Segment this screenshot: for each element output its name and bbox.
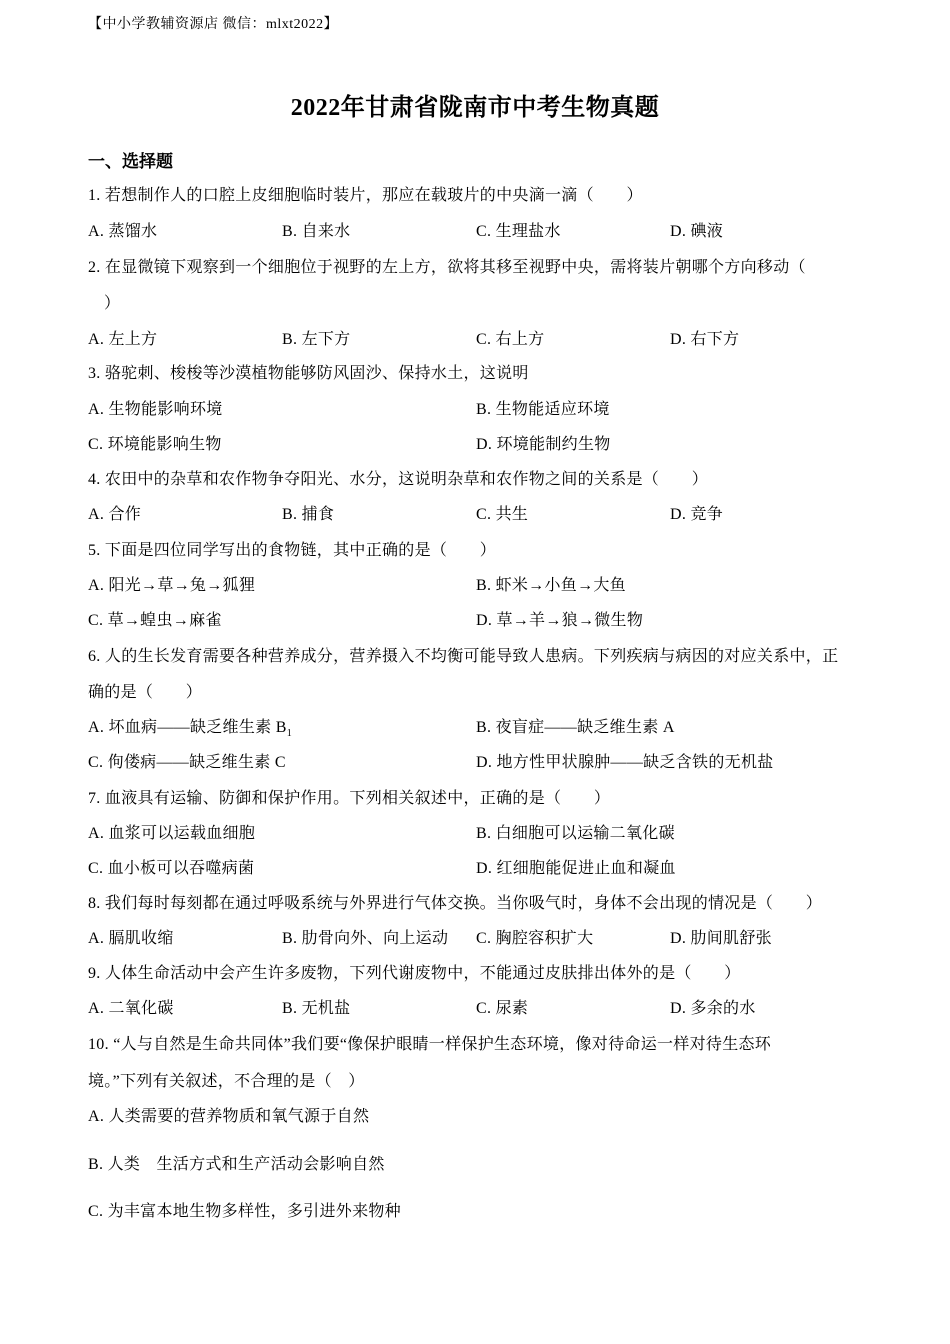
question-9-stem: 9. 人体生命活动中会产生许多废物，下列代谢废物中，不能通过皮肤排出体外的是（ ） bbox=[88, 965, 741, 982]
question-5-stem: 5. 下面是四位同学写出的食物链，其中正确的是（ ） bbox=[88, 542, 497, 559]
question-9-option-c: C. 尿素 bbox=[476, 1000, 529, 1017]
question-8-option-a: A. 膈肌收缩 bbox=[88, 930, 174, 947]
question-1-option-d: D. 碘液 bbox=[670, 223, 724, 240]
question-7-option-c: C. 血小板可以吞噬病菌 bbox=[88, 860, 255, 877]
question-7-option-a: A. 血浆可以运载血细胞 bbox=[88, 825, 256, 842]
section-heading: 一、选择题 bbox=[88, 152, 173, 171]
question-2-stem: 2. 在显微镜下观察到一个细胞位于视野的左上方，欲将其移至视野中央，需将装片朝哪个方向移动（ bbox=[88, 259, 806, 276]
question-10-stem: 10. “人与自然是生命共同体”我们要“像保护眼睛一样保护生态环境，像对待命运一样对待生态环 bbox=[88, 1036, 772, 1053]
question-4-option-a: A. 合作 bbox=[88, 506, 142, 523]
question-6-option-a bbox=[88, 714, 292, 739]
question-10-option-b: B. 人类 生活方式和生产活动会影响自然 bbox=[88, 1156, 385, 1173]
question-6-option-a-text: A. 坏血病——缺乏维生素 B bbox=[88, 719, 287, 736]
question-2-option-b: B. 左下方 bbox=[282, 331, 351, 348]
question-1-option-c: C. 生理盐水 bbox=[476, 223, 561, 240]
question-3-stem: 3. 骆驼刺、梭梭等沙漠植物能够防风固沙、保持水土，这说明 bbox=[88, 365, 529, 382]
question-4-stem: 4. 农田中的杂草和农作物争夺阳光、水分，这说明杂草和农作物之间的关系是（ ） bbox=[88, 471, 709, 488]
question-1-stem: 1. 若想制作人的口腔上皮细胞临时装片，那应在载玻片的中央滴一滴（ ） bbox=[88, 187, 643, 204]
question-2-option-c: C. 右上方 bbox=[476, 331, 545, 348]
question-6-stem-continued: 确的是（ ） bbox=[88, 684, 203, 701]
question-8-option-d: D. 肋间肌舒张 bbox=[670, 930, 772, 947]
subscript-1: 1 bbox=[286, 728, 293, 740]
question-9-option-b: B. 无机盐 bbox=[282, 1000, 351, 1017]
question-6-option-d: D. 地方性甲状腺肿——缺乏含铁的无机盐 bbox=[476, 754, 774, 771]
question-2-stem-continued: ） bbox=[104, 295, 121, 312]
question-8-option-c: C. 胸腔容积扩大 bbox=[476, 930, 594, 947]
question-5-option-c: C. 草→蝗虫→麻雀 bbox=[88, 612, 222, 629]
question-6-option-b: B. 夜盲症——缺乏维生素 A bbox=[476, 719, 675, 736]
question-3-option-d: D. 环境能制约生物 bbox=[476, 436, 611, 453]
question-3-option-c: C. 环境能影响生物 bbox=[88, 436, 222, 453]
question-5-option-a: A. 阳光→草→兔→狐狸 bbox=[88, 577, 256, 594]
header-note: 【中小学教辅资源店 微信：mlxt2022】 bbox=[88, 17, 339, 32]
question-4-option-c: C. 共生 bbox=[476, 506, 529, 523]
question-10-option-c: C. 为丰富本地生物多样性，多引进外来物种 bbox=[88, 1203, 401, 1220]
page-title: 2022年甘肃省陇南市中考生物真题 bbox=[290, 95, 660, 121]
question-10-stem-continued: 境。”下列有关叙述，不合理的是（ ） bbox=[88, 1073, 365, 1090]
question-2-option-a: A. 左上方 bbox=[88, 331, 158, 348]
question-4-option-d: D. 竞争 bbox=[670, 506, 724, 523]
question-4-option-b: B. 捕食 bbox=[282, 506, 335, 523]
question-5-option-d: D. 草→羊→狼→微生物 bbox=[476, 612, 644, 629]
question-10-option-a: A. 人类需要的营养物质和氧气源于自然 bbox=[88, 1108, 370, 1125]
question-9-option-d: D. 多余的水 bbox=[670, 1000, 756, 1017]
question-2-option-d: D. 右下方 bbox=[670, 331, 740, 348]
question-3-option-a: A. 生物能影响环境 bbox=[88, 401, 223, 418]
question-7-option-b: B. 白细胞可以运输二氧化碳 bbox=[476, 825, 675, 842]
question-6-stem: 6. 人的生长发育需要各种营养成分，营养摄入不均衡可能导致人患病。下列疾病与病因的对应关系中，正 bbox=[88, 648, 839, 665]
question-7-stem: 7. 血液具有运输、防御和保护作用。下列相关叙述中，正确的是（ ） bbox=[88, 790, 611, 807]
question-5-option-b: B. 虾米→小鱼→大鱼 bbox=[476, 577, 626, 594]
question-6-option-c: C. 佝偻病——缺乏维生素 C bbox=[88, 754, 286, 771]
question-8-stem: 8. 我们每时每刻都在通过呼吸系统与外界进行气体交换。当你吸气时，身体不会出现的情况是（ ） bbox=[88, 895, 823, 912]
question-1-option-a: A. 蒸馏水 bbox=[88, 223, 158, 240]
question-8-option-b: B. 肋骨向外、向上运动 bbox=[282, 930, 449, 947]
question-9-option-a: A. 二氧化碳 bbox=[88, 1000, 174, 1017]
question-1-option-b: B. 自来水 bbox=[282, 223, 351, 240]
question-3-option-b: B. 生物能适应环境 bbox=[476, 401, 610, 418]
question-7-option-d: D. 红细胞能促进止血和凝血 bbox=[476, 860, 676, 877]
